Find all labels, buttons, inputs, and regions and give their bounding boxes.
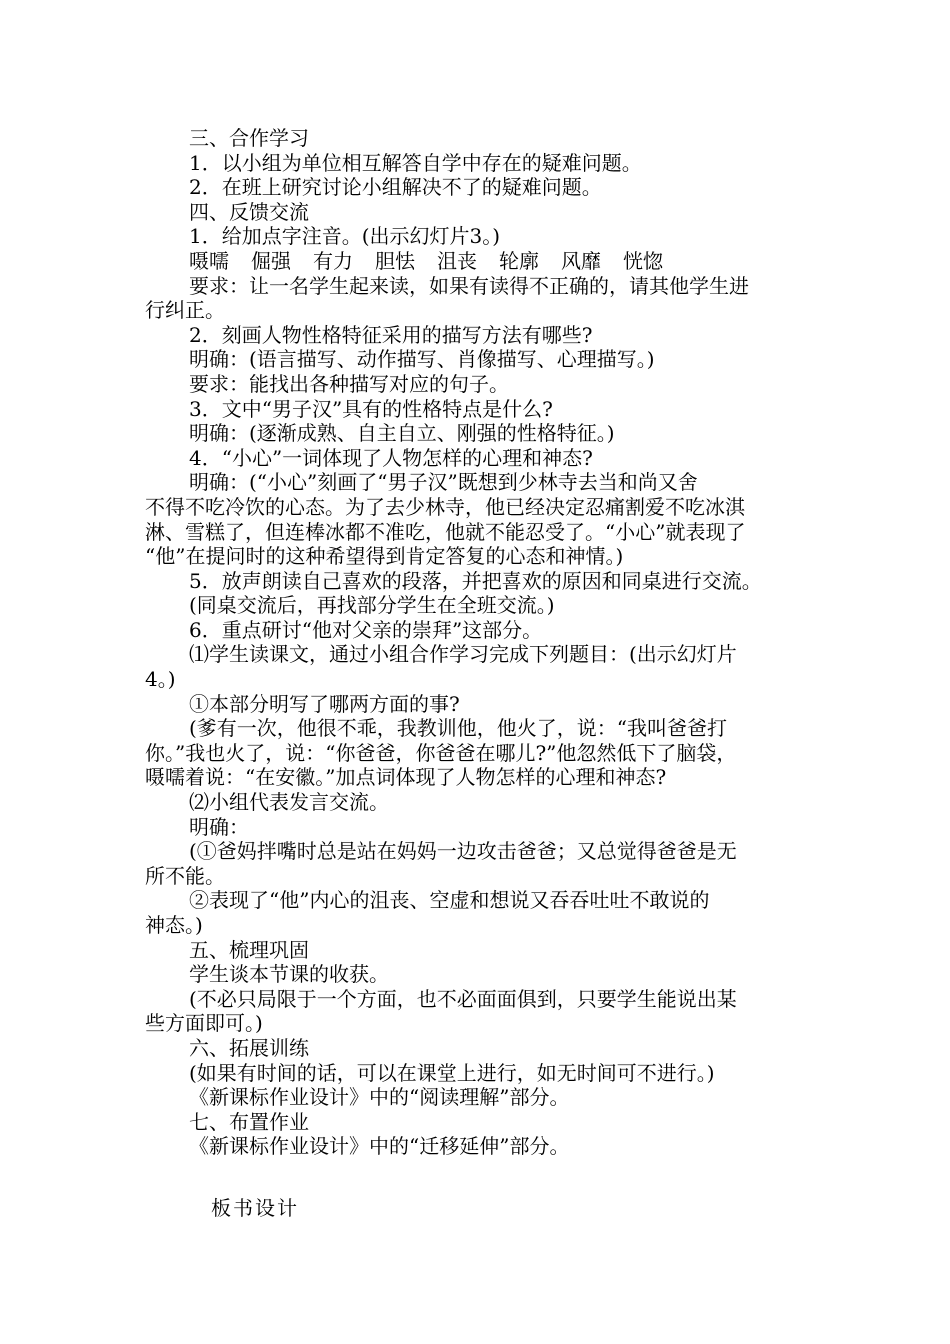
text-line: 四、反馈交流 [189, 199, 309, 224]
text-line: 1．给加点字注音。(出示幻灯片3。) [189, 224, 501, 249]
text-line: 3．文中“男子汉”具有的性格特点是什么? [189, 396, 553, 421]
text-line: 2．刻画人物性格特征采用的描写方法有哪些? [189, 322, 593, 347]
text-line: (不必只局限于一个方面，也不必面面俱到，只要学生能说出某 [189, 986, 737, 1011]
pinyin-word: 有力 [313, 248, 353, 273]
text-line: (①爸妈拌嘴时总是站在妈妈一边攻击爸爸；又总觉得爸爸是无 [189, 839, 737, 864]
board-design-heading: 板书设计 [211, 1196, 299, 1220]
text-line: 六、拓展训练 [189, 1035, 309, 1060]
text-line: 6．重点研讨“他对父亲的崇拜”这部分。 [189, 617, 543, 642]
text-line: 《新课标作业设计》中的“迁移延伸”部分。 [189, 1134, 570, 1159]
text-line: (爹有一次，他很不乖，我教训他，他火了，说：“我叫爸爸打 [189, 716, 728, 741]
text-line: 不得不吃冷饮的心态。为了去少林寺，他已经决定忍痛割爱不吃冰淇 [145, 494, 745, 519]
text-line: ⑵小组代表发言交流。 [189, 790, 389, 815]
text-line: ②表现了“他”内心的沮丧、空虚和想说又吞吞吐吐不敢说的 [189, 888, 710, 913]
text-line: 1．以小组为单位相互解答自学中存在的疑难问题。 [189, 150, 642, 175]
text-line: 明确：(语言描写、动作描写、肖像描写、心理描写。) [189, 347, 655, 372]
text-line: 七、布置作业 [189, 1109, 309, 1134]
pinyin-word-list [145, 249, 810, 274]
pinyin-word: 风靡 [561, 248, 601, 273]
text-line: 要求：让一名学生起来读，如果有读得不正确的，请其他学生进 [189, 273, 749, 298]
text-line: 4。) [145, 667, 176, 692]
text-line: 嗫嚅着说：“在安徽。”加点词体现了人物怎样的心理和神态? [145, 765, 667, 790]
document-body [145, 126, 810, 1159]
text-line: 淋、雪糕了，但连棒冰都不准吃，他就不能忍受了。“小心”就表现了 [145, 519, 746, 544]
text-line: 4．“小心”一词体现了人物怎样的心理和神态? [189, 445, 593, 470]
text-line: 些方面即可。) [145, 1011, 263, 1036]
text-line: 你。”我也火了，说：“你爸爸，你爸爸在哪儿?”他忽然低下了脑袋， [145, 740, 737, 765]
pinyin-word: 轮廓 [499, 248, 539, 273]
text-line: 神态。) [145, 913, 203, 937]
text-line: 五、梳理巩固 [189, 937, 309, 962]
pinyin-word: 沮丧 [437, 248, 477, 273]
text-line: ①本部分明写了哪两方面的事? [189, 691, 460, 716]
text-line: 三、合作学习 [189, 126, 309, 150]
text-line: (同桌交流后，再找部分学生在全班交流。) [189, 593, 555, 618]
pinyin-word: 倔强 [251, 248, 291, 273]
pinyin-word: 胆怯 [375, 248, 415, 273]
text-line: 2．在班上研究讨论小组解决不了的疑难问题。 [189, 175, 602, 200]
text-line: 行纠正。 [145, 298, 225, 323]
text-line: 要求：能找出各种描写对应的句子。 [189, 371, 509, 396]
pinyin-word: 恍惚 [623, 248, 663, 273]
pinyin-word: 嗫嚅 [189, 248, 229, 273]
text-line: (如果有时间的话，可以在课堂上进行，如无时间可不进行。) [189, 1060, 715, 1085]
text-line: ⑴学生读课文，通过小组合作学习完成下列题目：(出示幻灯片 [189, 642, 737, 667]
text-line: 所不能。 [145, 863, 225, 888]
text-line: 明确：(逐渐成熟、自主自立、刚强的性格特征。) [189, 421, 615, 446]
text-line: 明确： [189, 814, 249, 839]
text-line: 学生谈本节课的收获。 [189, 962, 389, 987]
text-line: 《新课标作业设计》中的“阅读理解”部分。 [189, 1085, 570, 1110]
text-line: 5．放声朗读自己喜欢的段落，并把喜欢的原因和同桌进行交流。 [189, 568, 762, 593]
text-line: 明确：(“小心”刻画了“男子汉”既想到少林寺去当和尚又舍 [189, 470, 698, 495]
text-line: “他”在提问时的这种希望得到肯定答复的心态和神情。) [145, 544, 624, 569]
